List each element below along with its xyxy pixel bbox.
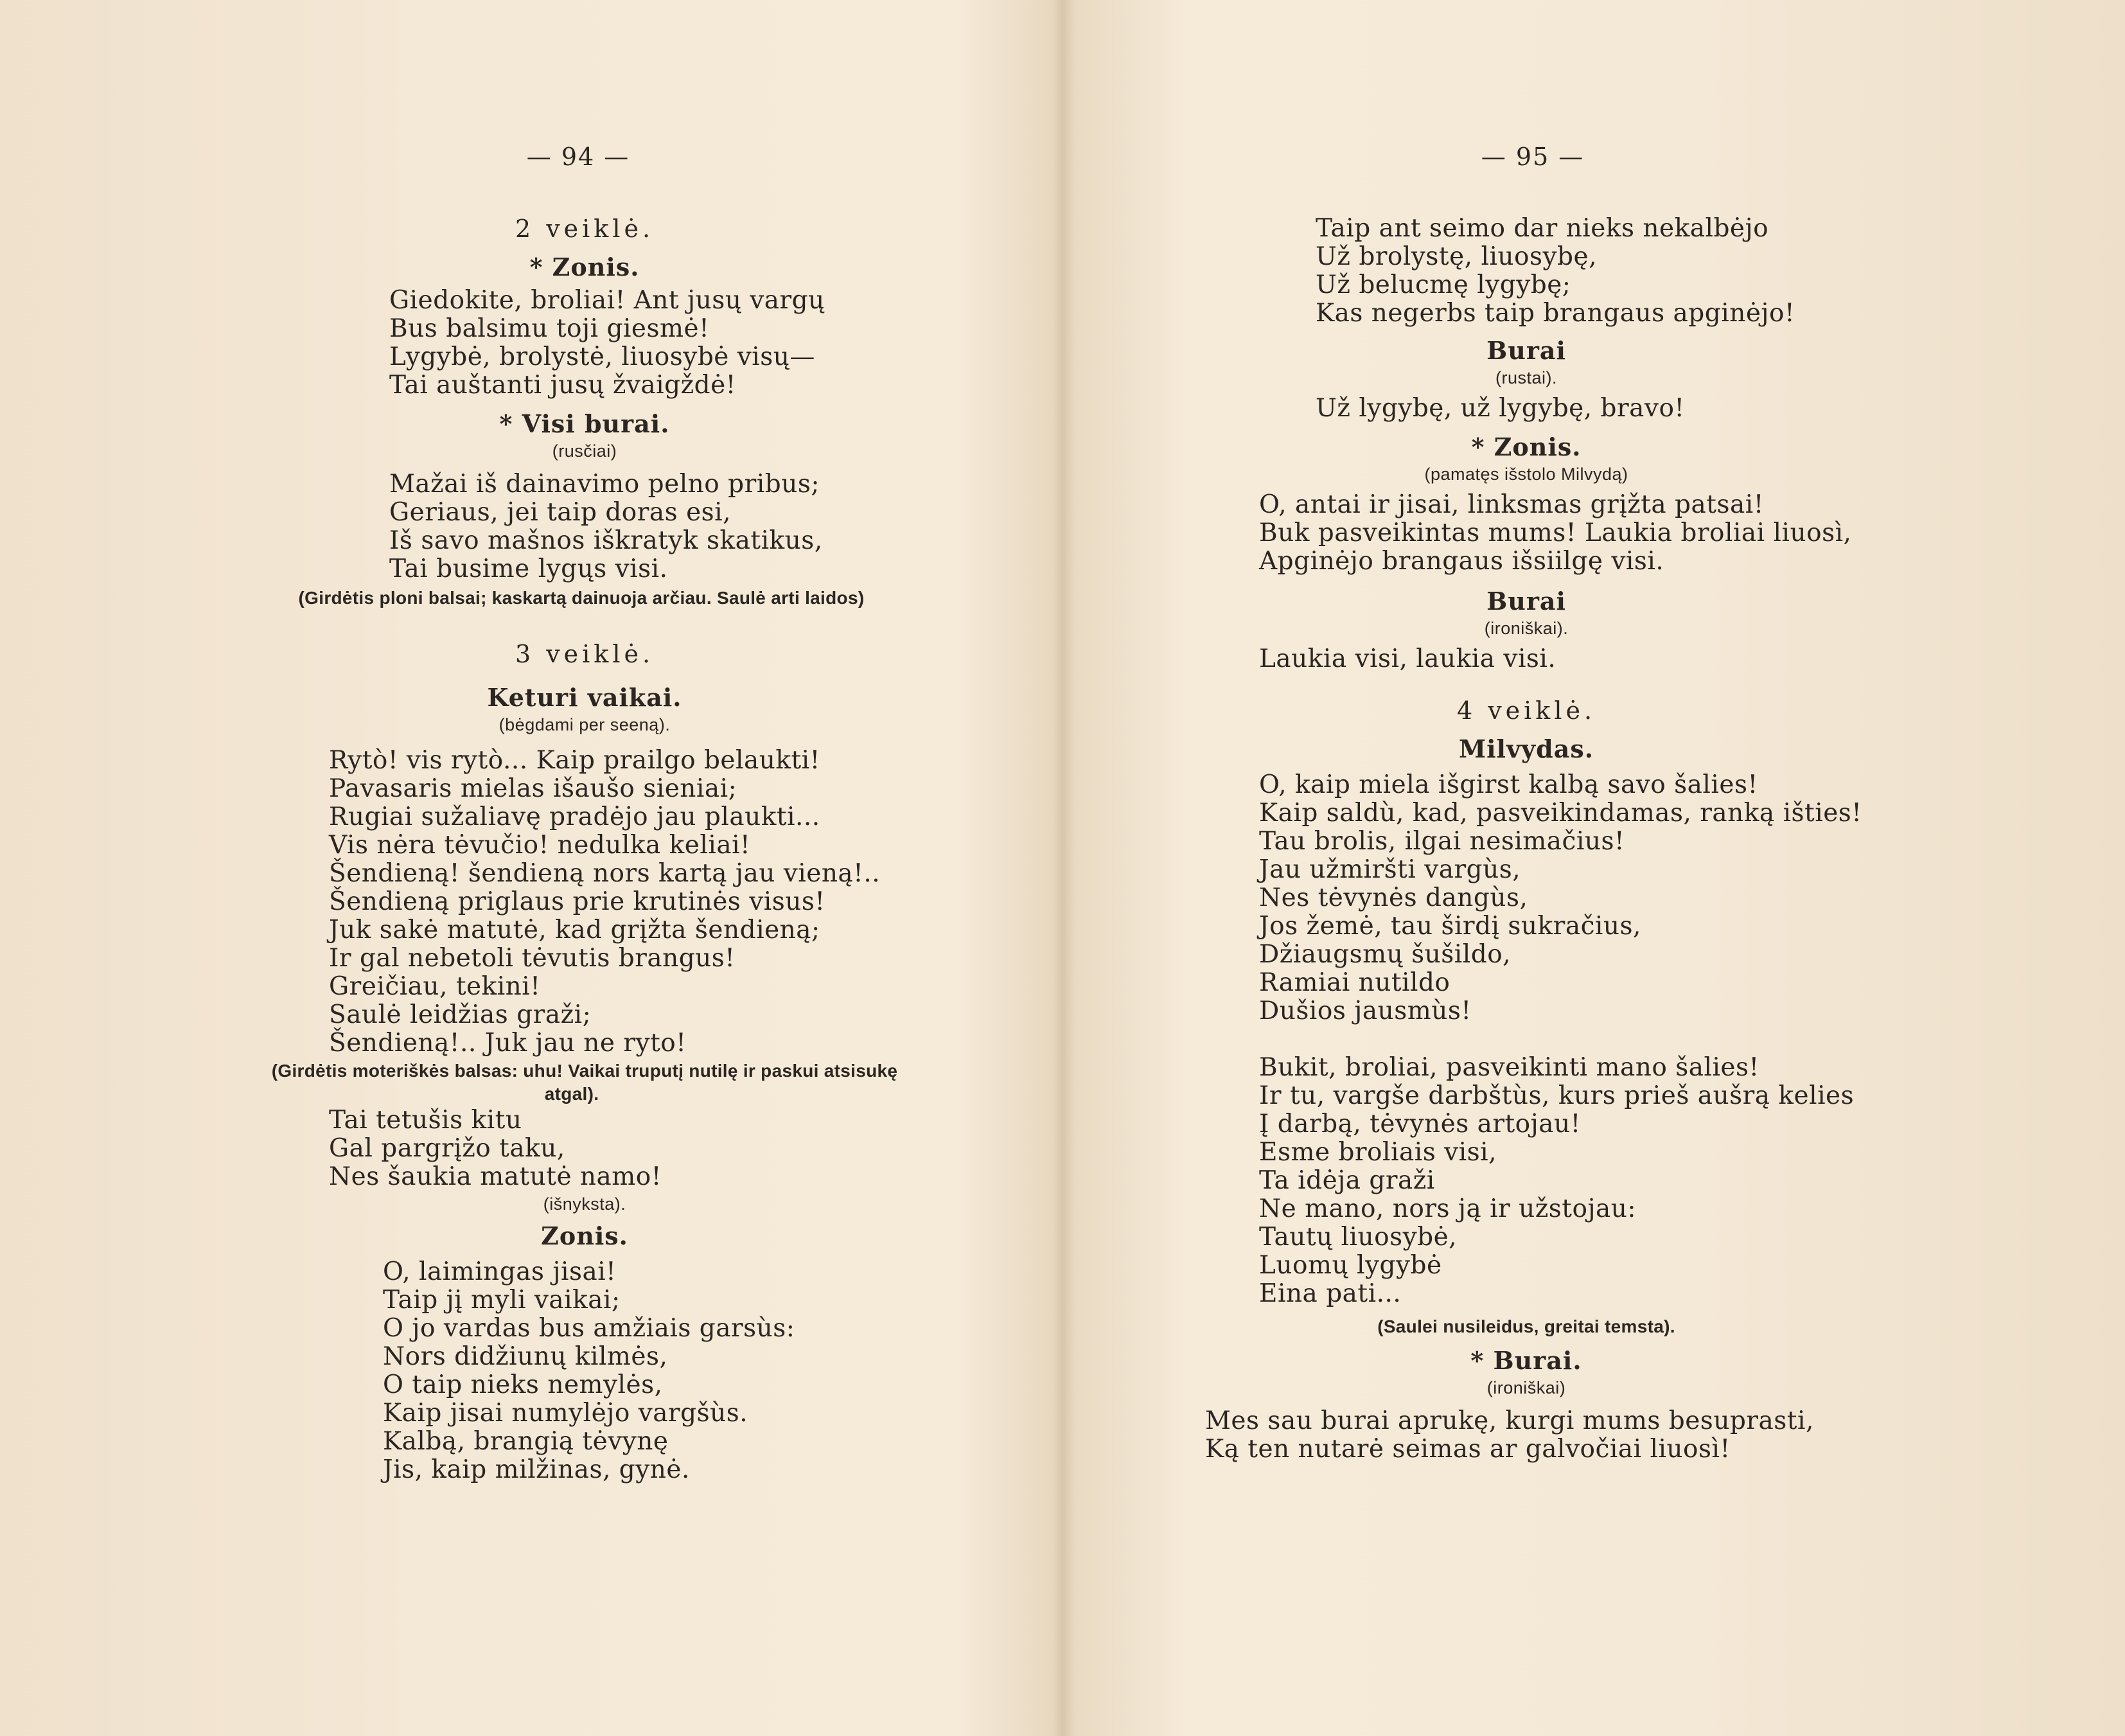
- verse-line: Mažai iš dainavimo pelno pribus;: [389, 470, 820, 499]
- verse-line: Už lygybę, už lygybę, bravo!: [1316, 394, 1685, 423]
- speaker-name: * Zonis.: [1471, 432, 1582, 461]
- speaker-name: * Visi burai.: [499, 409, 670, 438]
- verse-line: Nors didžiunų kilmės,: [383, 1342, 668, 1371]
- verse-line: Greičiau, tekini!: [329, 972, 541, 1001]
- stage-direction: (pamatęs išstolo Milvydą): [1424, 465, 1628, 484]
- verse-line: Jos žemė, tau širdį sukračius,: [1259, 912, 1641, 941]
- verse-line: Geriaus, jei taip doras esi,: [389, 498, 732, 527]
- verse-line: Taip ant seimo dar nieks nekalbėjo: [1316, 214, 1769, 243]
- act-heading: 4 veiklė.: [1456, 696, 1596, 725]
- verse-line: O, antai ir jisai, linksmas grįžta patsai!: [1259, 490, 1764, 519]
- verse-line: Rugiai sužaliavę pradėjo jau plaukti...: [329, 802, 820, 831]
- verse-line: Kas negerbs taip brangaus apginėjo!: [1316, 299, 1795, 328]
- verse-line: Šendieną!.. Juk jau ne ryto!: [329, 1029, 687, 1058]
- left-page: [0, 0, 1054, 1736]
- verse-line: Jis, kaip milžinas, gynė.: [383, 1455, 690, 1484]
- stage-direction: (bėgdami per seeną).: [498, 715, 671, 734]
- verse-line: Tai busime lygųs visi.: [389, 554, 668, 583]
- verse-line: Taip jį myli vaikai;: [383, 1286, 621, 1315]
- verse-line: Ta idėja graži: [1259, 1166, 1435, 1195]
- verse-line: Bukit, broliai, pasveikinti mano šalies!: [1259, 1053, 1759, 1082]
- verse-line: Kalbą, brangią tėvynę: [383, 1427, 669, 1456]
- verse-line: Saulė leidžias graži;: [329, 1000, 592, 1029]
- speaker-name: Zonis.: [541, 1221, 628, 1250]
- verse-line: Laukia visi, laukia visi.: [1259, 644, 1556, 673]
- verse-line: O taip nieks nemylės,: [383, 1370, 663, 1399]
- verse-line: Pavasaris mielas išaušo sieniai;: [329, 774, 737, 803]
- verse-line: Tautų liuosybė,: [1259, 1223, 1458, 1252]
- verse-line: O, kaip miela išgirst kalbą savo šalies!: [1259, 770, 1758, 799]
- verse-line: Lygybė, brolystė, liuosybė visų—: [389, 342, 815, 371]
- verse-line: Nes tėvynės dangùs,: [1259, 883, 1528, 912]
- verse-line: Eina pati...: [1259, 1279, 1402, 1308]
- verse-line: Gal pargrįžo taku,: [329, 1134, 565, 1163]
- stage-note: (Girdėtis moteriškės balsas: uhu! Vaikai truputį nutilę ir paskui atsisukę: [271, 1061, 898, 1081]
- stage-direction: (ironiškai): [1486, 1378, 1566, 1397]
- stage-direction: (išnyksta).: [543, 1194, 626, 1214]
- verse-line: Ką ten nutarė seimas ar galvočiai liuosì!: [1205, 1435, 1731, 1464]
- verse-line: Kaip jisai numylėjo vargšùs.: [383, 1399, 748, 1428]
- verse-line: Džiaugsmų šušildo,: [1259, 940, 1512, 969]
- verse-line: Tau brolis, ilgai nesimačius!: [1259, 827, 1625, 856]
- verse-line: Luomų lygybė: [1259, 1251, 1442, 1280]
- speaker-name: * Burai.: [1470, 1346, 1582, 1375]
- verse-line: Juk sakė matutė, kad grįžta šendieną;: [329, 916, 820, 944]
- verse-line: Dušios jausmùs!: [1259, 996, 1472, 1025]
- verse-line: Šendieną! šendieną nors kartą jau vieną!..: [329, 859, 881, 888]
- verse-line: Už belucmę lygybę;: [1316, 270, 1571, 299]
- speaker-name: Burai: [1486, 336, 1566, 365]
- verse-line: O jo vardas bus amžiais garsùs:: [383, 1314, 795, 1343]
- verse-line: Nes šaukia matutė namo!: [329, 1162, 662, 1191]
- verse-line: O, laimingas jisai!: [383, 1257, 617, 1286]
- act-heading: 3 veiklė.: [515, 640, 655, 668]
- verse-line: Mes sau burai aprukę, kurgi mums besuprasti,: [1205, 1406, 1814, 1435]
- right-page: [1060, 0, 2125, 1736]
- stage-note: atgal).: [544, 1084, 599, 1104]
- verse-line: Giedokite, broliai! Ant jusų vargų: [389, 286, 825, 315]
- verse-line: Šendieną priglaus prie krutinės visus!: [329, 887, 825, 916]
- verse-line: Tai tetušis kitu: [329, 1106, 522, 1135]
- verse-line: Ir tu, vargše darbštùs, kurs prieš aušrą kelies: [1259, 1081, 1855, 1110]
- act-heading: 2 veiklė.: [515, 215, 655, 243]
- verse-line: Tai auštanti jusų žvaigždė!: [389, 371, 736, 400]
- stage-direction: (rusčiai): [552, 441, 617, 461]
- verse-line: Kaip saldù, kad, pasveikindamas, ranką išties!: [1259, 799, 1862, 828]
- verse-line: Apginėjo brangaus išsiilgę visi.: [1259, 547, 1664, 576]
- verse-line: Už brolystę, liuosybę,: [1316, 242, 1598, 271]
- verse-line: Ramiai nutildo: [1259, 968, 1450, 997]
- verse-line: Ir gal nebetoli tėvutis brangus!: [329, 944, 736, 973]
- verse-line: Bus balsimu toji giesmė!: [389, 314, 710, 343]
- verse-line: Ne mano, nors ją ir užstojau:: [1259, 1194, 1637, 1223]
- verse-line: Vis nėra tėvučio! nedulka keliai!: [329, 831, 751, 860]
- verse-line: Į darbą, tėvynės artojau!: [1259, 1110, 1581, 1138]
- verse-line: Rytò! vis rytò... Kaip prailgo belaukti!: [329, 746, 820, 775]
- verse-line: Jau užmiršti vargùs,: [1259, 855, 1521, 884]
- page-number: — 94 —: [526, 143, 630, 171]
- speaker-name: Burai: [1486, 587, 1566, 616]
- verse-line: Buk pasveikintas mums! Laukia broliai liuosì,: [1259, 518, 1852, 547]
- stage-note: (Girdėtis ploni balsai; kaskartą dainuoja arčiau. Saulė arti laidos): [298, 588, 865, 608]
- stage-direction: (ironiškai).: [1484, 619, 1569, 638]
- speaker-name: Keturi vaikai.: [487, 683, 682, 712]
- speaker-name: * Zonis.: [529, 252, 640, 281]
- speaker-name: Milvydas.: [1459, 734, 1594, 763]
- stage-direction: (rustai).: [1495, 368, 1558, 387]
- page-number: — 95 —: [1481, 143, 1585, 171]
- verse-line: Esme broliais visi,: [1259, 1138, 1497, 1167]
- verse-line: Iš savo mašnos iškratyk skatikus,: [389, 526, 823, 555]
- stage-note: (Saulei nusileidus, greitai temsta).: [1377, 1316, 1675, 1336]
